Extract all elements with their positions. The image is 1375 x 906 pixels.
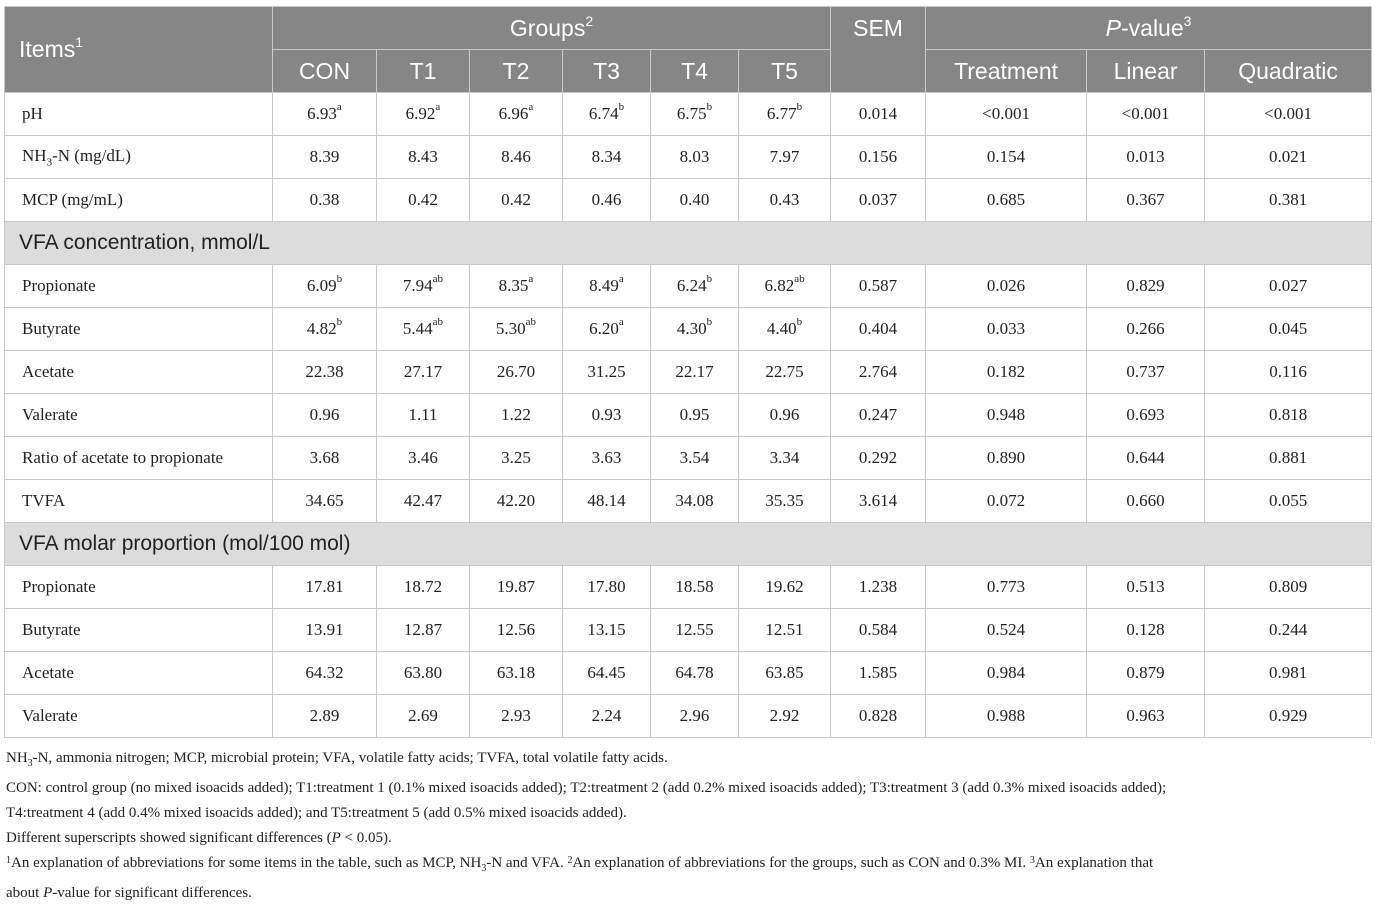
group-value bbox=[651, 695, 739, 738]
value-text: 12.51 bbox=[765, 620, 804, 639]
note-groups-1: CON: control group (no mixed isoacids added); T1:treatment 1 (0.1% mixed isoacids added); T2:treatment 2 (add 0.2% mixed isoacids added); T3:treatment 3 (add 0.3% mixed isoacids added); bbox=[6, 780, 1167, 796]
sem-value: 2.764 bbox=[831, 351, 926, 394]
group-value bbox=[273, 566, 377, 609]
value-text: 5.30 bbox=[495, 319, 526, 338]
group-value bbox=[273, 265, 377, 308]
table-notes bbox=[4, 746, 1371, 906]
section-row bbox=[5, 523, 1372, 566]
significance-letter: b bbox=[796, 101, 803, 113]
p-value: 0.879 bbox=[1087, 652, 1205, 695]
table-row bbox=[5, 136, 1372, 179]
value-text: 4.82 bbox=[306, 319, 337, 338]
group-value bbox=[739, 265, 831, 308]
group-value bbox=[470, 652, 563, 695]
group-value bbox=[651, 566, 739, 609]
group-value bbox=[563, 652, 651, 695]
sem-value: 1.585 bbox=[831, 652, 926, 695]
group-value bbox=[563, 566, 651, 609]
group-value bbox=[651, 394, 739, 437]
note-significance: Different superscripts showed significant differences (P < 0.05). bbox=[6, 830, 392, 846]
table-row bbox=[5, 695, 1372, 738]
pvalue-col-linear: Linear bbox=[1087, 50, 1205, 93]
value-text: 0.46 bbox=[591, 190, 622, 209]
significance-letter: a bbox=[528, 101, 534, 113]
value-text: 6.77 bbox=[766, 104, 797, 123]
group-value bbox=[651, 351, 739, 394]
significance-letter: a bbox=[435, 101, 441, 113]
value-text: 0.95 bbox=[679, 405, 710, 424]
value-text: 13.15 bbox=[587, 620, 626, 639]
group-value bbox=[563, 480, 651, 523]
value-text: 8.43 bbox=[408, 147, 438, 166]
sem-value: 0.014 bbox=[831, 93, 926, 136]
value-text: 6.09 bbox=[306, 276, 337, 295]
value-text: 63.18 bbox=[496, 663, 536, 682]
p-value: 0.773 bbox=[926, 566, 1087, 609]
value-text: 17.81 bbox=[305, 577, 344, 596]
value-text: 2.69 bbox=[408, 706, 438, 725]
p-value: 0.737 bbox=[1087, 351, 1205, 394]
value-text: 6.82 bbox=[764, 276, 795, 295]
value-text: 6.93 bbox=[307, 104, 337, 123]
value-text: 5.44 bbox=[402, 319, 433, 338]
group-value bbox=[651, 179, 739, 222]
group-value bbox=[739, 480, 831, 523]
p-value: 0.948 bbox=[926, 394, 1087, 437]
group-value bbox=[651, 265, 739, 308]
value-text: 3.25 bbox=[501, 448, 531, 467]
p-value: <0.001 bbox=[1087, 93, 1205, 136]
group-value bbox=[377, 265, 470, 308]
value-text: 1.22 bbox=[501, 405, 531, 424]
p-value: 0.963 bbox=[1087, 695, 1205, 738]
value-text: 26.70 bbox=[496, 362, 536, 381]
p-value: 0.128 bbox=[1087, 609, 1205, 652]
row-item-label: Butyrate bbox=[5, 609, 273, 652]
group-value bbox=[470, 136, 563, 179]
value-text: 34.65 bbox=[305, 491, 344, 510]
p-value: 0.693 bbox=[1087, 394, 1205, 437]
group-value bbox=[739, 437, 831, 480]
group-value bbox=[739, 609, 831, 652]
value-text: 17.80 bbox=[587, 577, 626, 596]
group-value bbox=[470, 351, 563, 394]
table-container bbox=[4, 6, 1371, 906]
p-value: 0.154 bbox=[926, 136, 1087, 179]
value-text: 6.74 bbox=[588, 104, 619, 123]
p-value: 0.818 bbox=[1205, 394, 1372, 437]
p-value: 0.524 bbox=[926, 609, 1087, 652]
group-value bbox=[563, 179, 651, 222]
p-value: 0.981 bbox=[1205, 652, 1372, 695]
group-value bbox=[563, 394, 651, 437]
p-value: <0.001 bbox=[926, 93, 1087, 136]
value-text: 19.62 bbox=[765, 577, 804, 596]
value-text: 63.85 bbox=[765, 663, 804, 682]
p-value: 0.116 bbox=[1205, 351, 1372, 394]
p-value: 0.929 bbox=[1205, 695, 1372, 738]
value-text: 2.92 bbox=[769, 706, 800, 725]
significance-letter: a bbox=[528, 273, 534, 285]
value-text: 22.75 bbox=[765, 362, 804, 381]
row-item-label: pH bbox=[5, 93, 273, 136]
value-text: 4.40 bbox=[766, 319, 797, 338]
value-text: 8.46 bbox=[501, 147, 531, 166]
value-text: 18.72 bbox=[403, 577, 443, 596]
group-value bbox=[563, 136, 651, 179]
group-value bbox=[651, 480, 739, 523]
group-value bbox=[273, 351, 377, 394]
row-item-label: Butyrate bbox=[5, 308, 273, 351]
significance-letter: b bbox=[618, 101, 625, 113]
p-value: 0.829 bbox=[1087, 265, 1205, 308]
pvalue-col-quadratic: Quadratic bbox=[1205, 50, 1372, 93]
group-value bbox=[651, 609, 739, 652]
group-value bbox=[739, 308, 831, 351]
group-value bbox=[377, 308, 470, 351]
value-text: 42.20 bbox=[496, 491, 536, 510]
value-text: 12.87 bbox=[403, 620, 443, 639]
value-text: 27.17 bbox=[403, 362, 443, 381]
value-text: 2.24 bbox=[591, 706, 622, 725]
value-text: 31.25 bbox=[587, 362, 626, 381]
group-value bbox=[377, 695, 470, 738]
value-text: 3.34 bbox=[769, 448, 800, 467]
value-text: 22.17 bbox=[675, 362, 714, 381]
table-row bbox=[5, 394, 1372, 437]
p-value: 0.809 bbox=[1205, 566, 1372, 609]
group-col-t4: T4 bbox=[651, 50, 739, 93]
table-row bbox=[5, 566, 1372, 609]
group-value bbox=[377, 566, 470, 609]
group-value bbox=[377, 437, 470, 480]
value-text: 8.39 bbox=[309, 147, 340, 166]
row-item-label bbox=[5, 136, 273, 179]
group-value bbox=[563, 351, 651, 394]
p-value: 0.266 bbox=[1087, 308, 1205, 351]
p-value: 0.045 bbox=[1205, 308, 1372, 351]
table-row bbox=[5, 652, 1372, 695]
groups-header: Groups$^2$ bbox=[273, 7, 831, 50]
value-text: 8.49 bbox=[589, 276, 619, 295]
p-value: 0.013 bbox=[1087, 136, 1205, 179]
group-value bbox=[470, 93, 563, 136]
group-value bbox=[563, 308, 651, 351]
sem-value: 0.156 bbox=[831, 136, 926, 179]
value-text: 0.38 bbox=[309, 190, 340, 209]
value-text: 42.47 bbox=[403, 491, 443, 510]
group-value bbox=[651, 136, 739, 179]
group-value bbox=[651, 437, 739, 480]
group-value bbox=[651, 652, 739, 695]
group-value bbox=[739, 394, 831, 437]
value-text: 18.58 bbox=[675, 577, 714, 596]
table-row bbox=[5, 480, 1372, 523]
value-text: 6.20 bbox=[589, 319, 619, 338]
group-value bbox=[739, 93, 831, 136]
group-value bbox=[377, 609, 470, 652]
group-value bbox=[563, 609, 651, 652]
value-text: 48.14 bbox=[587, 491, 626, 510]
table-row bbox=[5, 93, 1372, 136]
group-value bbox=[377, 480, 470, 523]
group-col-con: CON bbox=[273, 50, 377, 93]
significance-letter: ab bbox=[432, 316, 444, 328]
row-item-label: Acetate bbox=[5, 652, 273, 695]
value-text: 6.75 bbox=[676, 104, 707, 123]
group-value bbox=[563, 695, 651, 738]
value-text: 8.34 bbox=[591, 147, 622, 166]
value-text: 7.97 bbox=[769, 147, 800, 166]
row-item-label: TVFA bbox=[5, 480, 273, 523]
value-text: 6.96 bbox=[498, 104, 529, 123]
group-value bbox=[739, 695, 831, 738]
value-text: 35.35 bbox=[765, 491, 804, 510]
group-value bbox=[563, 265, 651, 308]
table-body bbox=[5, 93, 1372, 738]
value-text: 3.63 bbox=[591, 448, 622, 467]
p-value: 0.033 bbox=[926, 308, 1087, 351]
significance-letter: b bbox=[706, 101, 713, 113]
p-value: 0.182 bbox=[926, 351, 1087, 394]
p-value: 0.685 bbox=[926, 179, 1087, 222]
sem-value: 0.587 bbox=[831, 265, 926, 308]
significance-letter: b bbox=[796, 316, 803, 328]
value-text: 0.42 bbox=[408, 190, 438, 209]
p-value: 0.072 bbox=[926, 480, 1087, 523]
value-text: 2.93 bbox=[501, 706, 531, 725]
row-item-label: Propionate bbox=[5, 265, 273, 308]
group-value bbox=[273, 480, 377, 523]
value-text: 0.42 bbox=[501, 190, 531, 209]
note-footnotes: $^1$An explanation of abbreviations for some items in the table, such as MCP, $NH_3-N$ and VFA. $^2$An explanation of abbreviations for the groups, such as CON and 0.3% MI. $^3$An explanation that about P-value for significant differences. bbox=[6, 855, 1154, 901]
p-value: 0.244 bbox=[1205, 609, 1372, 652]
p-value: 0.660 bbox=[1087, 480, 1205, 523]
value-text: 2.89 bbox=[309, 706, 340, 725]
group-value bbox=[470, 394, 563, 437]
header-row-1 bbox=[5, 7, 1372, 50]
group-value bbox=[470, 480, 563, 523]
group-value bbox=[273, 437, 377, 480]
significance-letter: ab bbox=[432, 273, 444, 285]
significance-letter: a bbox=[618, 316, 624, 328]
value-text: 0.40 bbox=[679, 190, 710, 209]
sem-value: 0.247 bbox=[831, 394, 926, 437]
value-text: 1.11 bbox=[408, 405, 438, 424]
row-item-label: Acetate bbox=[5, 351, 273, 394]
pvalue-col-treatment: Treatment bbox=[926, 50, 1087, 93]
group-value bbox=[377, 93, 470, 136]
group-col-t2: T2 bbox=[470, 50, 563, 93]
group-value bbox=[377, 394, 470, 437]
sem-value: 1.238 bbox=[831, 566, 926, 609]
group-value bbox=[739, 179, 831, 222]
group-value bbox=[273, 695, 377, 738]
note-groups-2: T4:treatment 4 (add 0.4% mixed isoacids added); and T5:treatment 5 (add 0.5% mixed isoacids added). bbox=[6, 805, 627, 821]
group-value bbox=[739, 652, 831, 695]
table-row bbox=[5, 437, 1372, 480]
sem-value: 3.614 bbox=[831, 480, 926, 523]
group-value bbox=[470, 265, 563, 308]
value-text: 0.93 bbox=[591, 405, 622, 424]
value-text: 8.35 bbox=[498, 276, 529, 295]
group-value bbox=[273, 652, 377, 695]
group-value bbox=[651, 93, 739, 136]
group-value bbox=[377, 652, 470, 695]
value-text: 6.24 bbox=[676, 276, 707, 295]
row-item-label: Ratio of acetate to propionate bbox=[5, 437, 273, 480]
value-text: 3.54 bbox=[679, 448, 710, 467]
p-value: 0.881 bbox=[1205, 437, 1372, 480]
p-value: <0.001 bbox=[1205, 93, 1372, 136]
significance-letter: b bbox=[336, 316, 343, 328]
group-value bbox=[470, 308, 563, 351]
p-value: 0.644 bbox=[1087, 437, 1205, 480]
value-text: 34.08 bbox=[675, 491, 714, 510]
group-value bbox=[470, 695, 563, 738]
sem-value: 0.404 bbox=[831, 308, 926, 351]
group-value bbox=[739, 351, 831, 394]
group-value bbox=[273, 394, 377, 437]
value-text: 3.46 bbox=[408, 448, 438, 467]
row-item-label: Valerate bbox=[5, 695, 273, 738]
significance-letter: ab bbox=[525, 316, 537, 328]
section-title: VFA molar proportion (mol/100 mol) bbox=[5, 523, 1372, 566]
row-item-label: Valerate bbox=[5, 394, 273, 437]
group-col-t3: T3 bbox=[563, 50, 651, 93]
results-table bbox=[4, 6, 1372, 738]
value-text: 63.80 bbox=[403, 663, 443, 682]
value-text: 64.45 bbox=[587, 663, 626, 682]
significance-letter: ab bbox=[794, 273, 805, 285]
value-text: 3.68 bbox=[309, 448, 340, 467]
p-value: 0.021 bbox=[1205, 136, 1372, 179]
sem-header: SEM bbox=[831, 7, 926, 93]
group-value bbox=[377, 179, 470, 222]
significance-letter: b bbox=[706, 316, 713, 328]
value-text: 6.92 bbox=[405, 104, 436, 123]
group-value bbox=[273, 93, 377, 136]
value-text: 4.30 bbox=[676, 319, 707, 338]
table-row bbox=[5, 179, 1372, 222]
table-row bbox=[5, 308, 1372, 351]
group-value bbox=[651, 308, 739, 351]
table-row bbox=[5, 265, 1372, 308]
value-text: 0.96 bbox=[769, 405, 800, 424]
group-value bbox=[563, 437, 651, 480]
group-value bbox=[273, 609, 377, 652]
items-header: Items$^1$ bbox=[5, 7, 273, 93]
item-text: -N (mg/dL) bbox=[52, 145, 131, 165]
note-abbreviations: $NH_3-N$, ammonia nitrogen; MCP, microbial protein; VFA, volatile fatty acids; TVFA, total volatile fatty acids. bbox=[6, 750, 668, 769]
value-text: 64.78 bbox=[675, 663, 714, 682]
group-value bbox=[377, 351, 470, 394]
group-value bbox=[739, 136, 831, 179]
value-text: 7.94 bbox=[402, 276, 433, 295]
group-value bbox=[470, 566, 563, 609]
group-value bbox=[273, 179, 377, 222]
group-value bbox=[273, 136, 377, 179]
group-value bbox=[470, 179, 563, 222]
group-col-t1: T1 bbox=[377, 50, 470, 93]
value-text: 19.87 bbox=[496, 577, 536, 596]
group-value bbox=[470, 609, 563, 652]
section-title: VFA concentration, mmol/L bbox=[5, 222, 1372, 265]
table-row bbox=[5, 351, 1372, 394]
sem-value: 0.584 bbox=[831, 609, 926, 652]
significance-letter: b bbox=[706, 273, 713, 285]
value-text: 0.96 bbox=[309, 405, 340, 424]
value-text: 2.96 bbox=[679, 706, 710, 725]
item-subscript: 3 bbox=[46, 156, 53, 169]
p-value: 0.027 bbox=[1205, 265, 1372, 308]
table-row bbox=[5, 609, 1372, 652]
p-value: 0.055 bbox=[1205, 480, 1372, 523]
sem-value: 0.037 bbox=[831, 179, 926, 222]
p-value: 0.513 bbox=[1087, 566, 1205, 609]
p-value: 0.381 bbox=[1205, 179, 1372, 222]
sem-value: 0.828 bbox=[831, 695, 926, 738]
p-value: 0.890 bbox=[926, 437, 1087, 480]
group-value bbox=[377, 136, 470, 179]
value-text: 22.38 bbox=[305, 362, 344, 381]
value-text: 0.43 bbox=[769, 190, 800, 209]
value-text: 8.03 bbox=[679, 147, 710, 166]
p-value: 0.367 bbox=[1087, 179, 1205, 222]
group-value bbox=[739, 566, 831, 609]
value-text: 13.91 bbox=[305, 620, 344, 639]
item-text: NH bbox=[22, 145, 47, 165]
group-value bbox=[563, 93, 651, 136]
p-value: 0.984 bbox=[926, 652, 1087, 695]
significance-letter: a bbox=[618, 273, 624, 285]
p-value: 0.988 bbox=[926, 695, 1087, 738]
significance-letter: b bbox=[336, 273, 343, 285]
p-value: 0.026 bbox=[926, 265, 1087, 308]
row-item-label: MCP (mg/mL) bbox=[5, 179, 273, 222]
value-text: 64.32 bbox=[305, 663, 344, 682]
group-col-t5: T5 bbox=[739, 50, 831, 93]
value-text: 12.56 bbox=[496, 620, 536, 639]
value-text: 12.55 bbox=[675, 620, 714, 639]
section-row bbox=[5, 222, 1372, 265]
significance-letter: a bbox=[336, 101, 342, 113]
group-value bbox=[470, 437, 563, 480]
row-item-label: Propionate bbox=[5, 566, 273, 609]
sem-value: 0.292 bbox=[831, 437, 926, 480]
pvalue-header: P-value$^3$ bbox=[926, 7, 1372, 50]
group-value bbox=[273, 308, 377, 351]
